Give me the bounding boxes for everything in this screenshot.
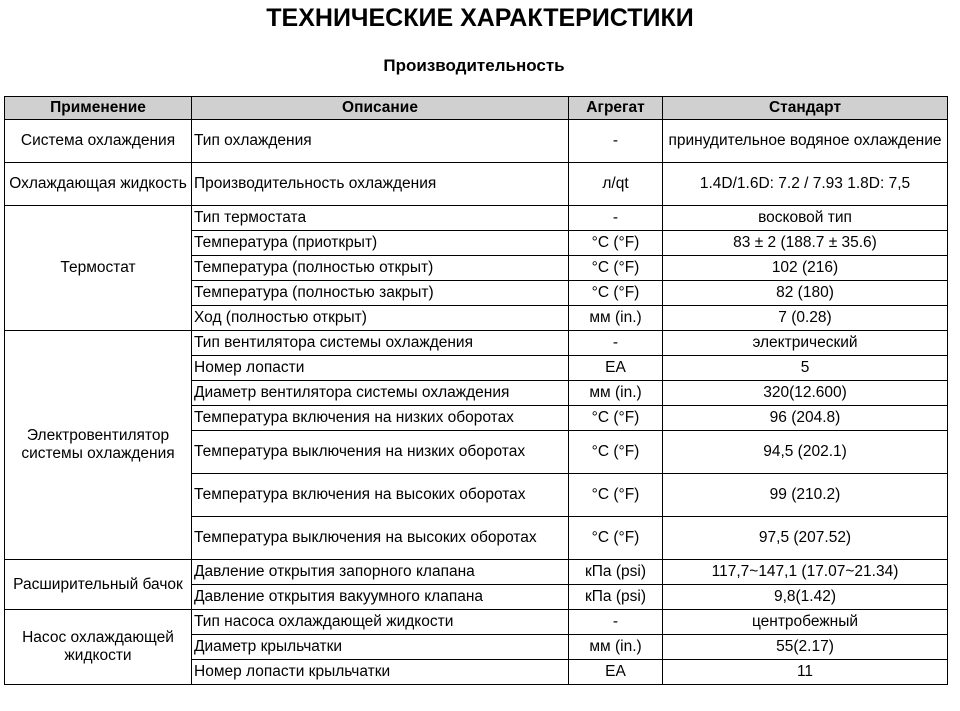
application-cell: Охлаждающая жидкость [5, 163, 192, 206]
standard-cell: 1.4D/1.6D: 7.2 / 7.93 1.8D: 7,5 [663, 163, 948, 206]
description-cell: Тип охлаждения [192, 120, 569, 163]
standard-cell: 7 (0.28) [663, 306, 948, 331]
unit-cell: °C (°F) [569, 431, 663, 474]
standard-cell: 320(12.600) [663, 381, 948, 406]
header-description: Описание [192, 97, 569, 120]
description-cell: Температура включения на низких оборотах [192, 406, 569, 431]
application-cell: Термостат [5, 206, 192, 331]
header-application: Применение [5, 97, 192, 120]
standard-cell: 9,8(1.42) [663, 585, 948, 610]
description-cell: Тип насоса охлаждающей жидкости [192, 610, 569, 635]
header-standard: Стандарт [663, 97, 948, 120]
unit-cell: - [569, 331, 663, 356]
description-cell: Диаметр вентилятора системы охлаждения [192, 381, 569, 406]
description-cell: Ход (полностью открыт) [192, 306, 569, 331]
unit-cell: мм (in.) [569, 635, 663, 660]
unit-cell: кПа (psi) [569, 560, 663, 585]
application-cell: Насос охлаждающей жидкости [5, 610, 192, 685]
table-header-row [5, 97, 948, 120]
standard-cell: 55(2.17) [663, 635, 948, 660]
application-cell: Электровентилятор системы охлаждения [5, 331, 192, 560]
standard-cell: 117,7~147,1 (17.07~21.34) [663, 560, 948, 585]
description-cell: Температура включения на высоких оборотах [192, 474, 569, 517]
description-cell: Производительность охлаждения [192, 163, 569, 206]
table-row [5, 163, 948, 206]
standard-cell: 11 [663, 660, 948, 685]
unit-cell: EA [569, 356, 663, 381]
application-cell: Система охлаждения [5, 120, 192, 163]
standard-cell: принудительное водяное охлаждение [663, 120, 948, 163]
description-cell: Давление открытия запорного клапана [192, 560, 569, 585]
unit-cell: - [569, 120, 663, 163]
unit-cell: °C (°F) [569, 517, 663, 560]
description-cell: Номер лопасти крыльчатки [192, 660, 569, 685]
table-row [5, 206, 948, 231]
description-cell: Температура (приоткрыт) [192, 231, 569, 256]
table-row [5, 331, 948, 356]
standard-cell: 99 (210.2) [663, 474, 948, 517]
description-cell: Номер лопасти [192, 356, 569, 381]
standard-cell: 97,5 (207.52) [663, 517, 948, 560]
description-cell: Температура (полностью открыт) [192, 256, 569, 281]
table-row [5, 610, 948, 635]
standard-cell: 102 (216) [663, 256, 948, 281]
unit-cell: °C (°F) [569, 474, 663, 517]
unit-cell: EA [569, 660, 663, 685]
page-title: ТЕХНИЧЕСКИЕ ХАРАКТЕРИСТИКИ [266, 4, 694, 32]
specifications-table [4, 96, 948, 685]
description-cell: Тип вентилятора системы охлаждения [192, 331, 569, 356]
standard-cell: 82 (180) [663, 281, 948, 306]
standard-cell: 5 [663, 356, 948, 381]
unit-cell: - [569, 610, 663, 635]
section-subtitle: Производительность [383, 56, 565, 75]
unit-cell: °C (°F) [569, 256, 663, 281]
standard-cell: восковой тип [663, 206, 948, 231]
standard-cell: 83 ± 2 (188.7 ± 35.6) [663, 231, 948, 256]
unit-cell: мм (in.) [569, 306, 663, 331]
header-unit: Агрегат [569, 97, 663, 120]
description-cell: Температура выключения на высоких оборотах [192, 517, 569, 560]
unit-cell: °C (°F) [569, 231, 663, 256]
description-cell: Тип термостата [192, 206, 569, 231]
table-row [5, 560, 948, 585]
description-cell: Давление открытия вакуумного клапана [192, 585, 569, 610]
table-row [5, 120, 948, 163]
description-cell: Диаметр крыльчатки [192, 635, 569, 660]
standard-cell: центробежный [663, 610, 948, 635]
description-cell: Температура (полностью закрыт) [192, 281, 569, 306]
description-cell: Температура выключения на низких оборотах [192, 431, 569, 474]
unit-cell: мм (in.) [569, 381, 663, 406]
standard-cell: 96 (204.8) [663, 406, 948, 431]
standard-cell: электрический [663, 331, 948, 356]
unit-cell: °C (°F) [569, 406, 663, 431]
application-cell: Расширительный бачок [5, 560, 192, 610]
standard-cell: 94,5 (202.1) [663, 431, 948, 474]
unit-cell: кПа (psi) [569, 585, 663, 610]
unit-cell: - [569, 206, 663, 231]
unit-cell: л/qt [569, 163, 663, 206]
unit-cell: °C (°F) [569, 281, 663, 306]
